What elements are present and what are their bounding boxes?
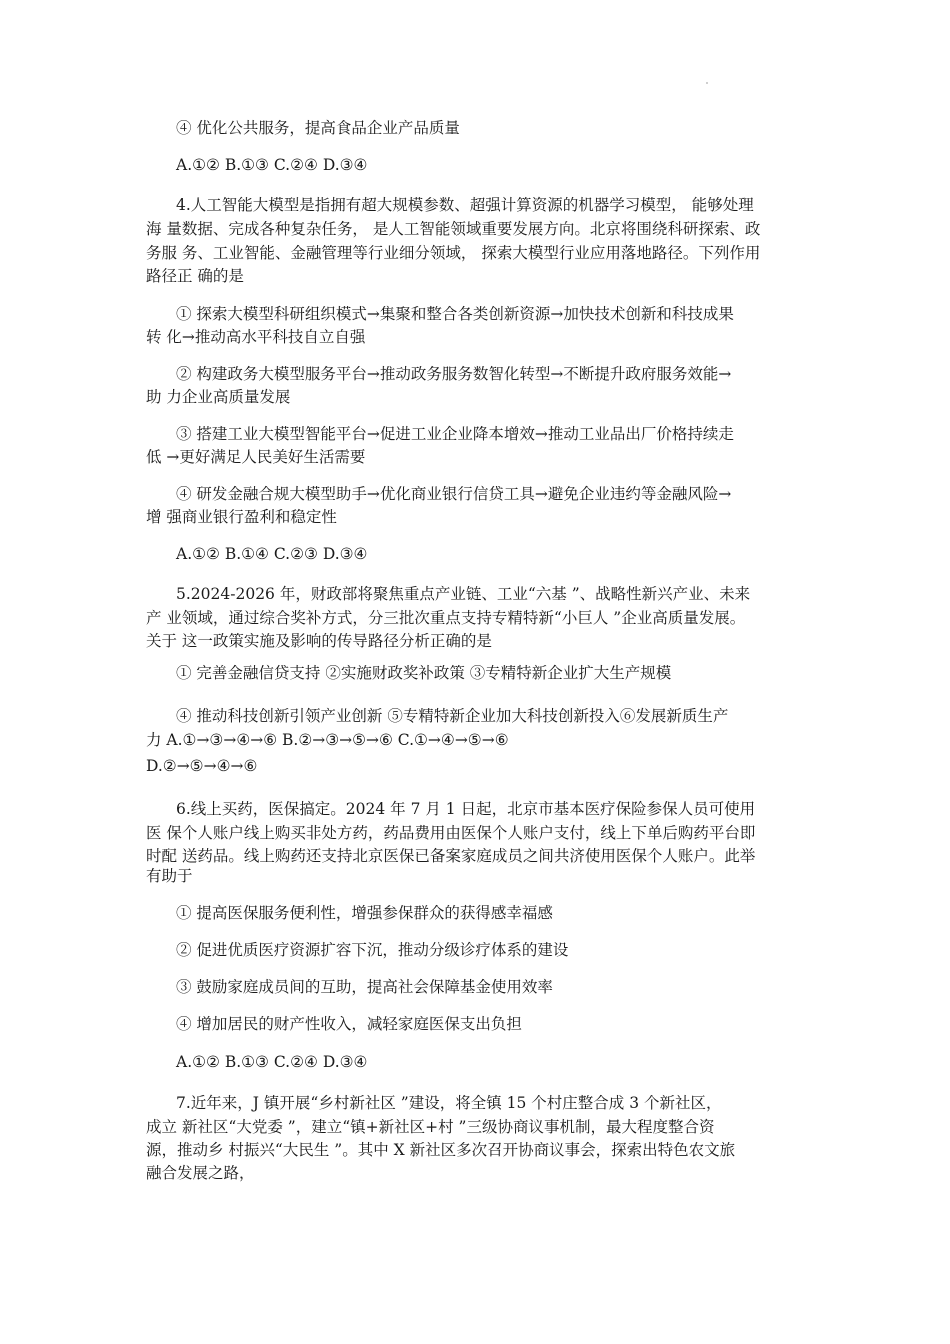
q6-answers: A.①② B.①③ C.②④ D.③④ xyxy=(176,1053,368,1071)
q6-stem-line: 有助于 xyxy=(146,867,193,885)
q5-stem-line: 关于 这一政策实施及影响的传导路径分析正确的是 xyxy=(146,632,492,650)
q7-stem-line: 成立 新社区“大党委 ”，建立“镇+新社区+村 ”三级协商议事机制，最大程度整合资 xyxy=(146,1118,715,1136)
scan-speck xyxy=(706,82,708,84)
q7-stem-line: 7.近年来，J 镇开展“乡村新社区 ”建设，将全镇 15 个村庄整合成 3 个新社区， xyxy=(176,1094,722,1112)
q4-stem-line: 务服 务、工业智能、金融管理等行业细分领域， 探索大模型行业应用落地路径。下列作用 xyxy=(146,244,761,262)
q6-option-3: ③ 鼓励家庭成员间的互助，提高社会保障基金使用效率 xyxy=(176,978,553,996)
q4-answers: A.①② B.①④ C.②③ D.③④ xyxy=(176,545,368,563)
q4-option-4-cont: 增 强商业银行盈利和稳定性 xyxy=(146,508,337,526)
q5-options-line: 力 A.①→③→④→⑥ B.②→③→⑤→⑥ C.①→④→⑤→⑥ xyxy=(146,731,509,749)
q5-options-line: D.②→⑤→④→⑥ xyxy=(146,757,258,775)
q6-option-1: ① 提高医保服务便利性，增强参保群众的获得感幸福感 xyxy=(176,904,553,922)
q4-option-1-cont: 转 化→推动高水平科技自立自强 xyxy=(146,328,366,346)
q4-option-3-cont: 低 →更好满足人民美好生活需要 xyxy=(146,448,366,466)
q4-option-2: ② 构建政务大模型服务平台→推动政务服务数智化转型→不断提升政府服务效能→ xyxy=(176,365,732,383)
q5-options-line: ④ 推动科技创新引领产业创新 ⑤专精特新企业加大科技创新投入⑥发展新质生产 xyxy=(176,707,729,725)
q6-stem-line: 6.线上买药，医保搞定。2024 年 7 月 1 日起，北京市基本医疗保险参保人员可使用 xyxy=(176,800,756,818)
q6-option-2: ② 促进优质医疗资源扩容下沉，推动分级诊疗体系的建设 xyxy=(176,941,569,959)
q6-option-4: ④ 增加居民的财产性收入，减轻家庭医保支出负担 xyxy=(176,1015,522,1033)
q7-stem-line: 融合发展之路， xyxy=(146,1164,255,1182)
q3-answers: A.①② B.①③ C.②④ D.③④ xyxy=(176,156,368,174)
q4-stem-line: 4.人工智能大模型是指拥有超大规模参数、超强计算资源的机器学习模型， 能够处理 xyxy=(176,196,754,214)
q5-stem-line: 5.2024-2026 年，财政部将聚焦重点产业链、工业“六基 ”、战略性新兴产业、未来 xyxy=(176,585,751,603)
q6-stem-line: 医 保个人账户线上购买非处方药，药品费用由医保个人账户支付，线上下单后购药平台即 xyxy=(146,824,756,842)
q4-stem-line: 路径正 确的是 xyxy=(146,267,244,285)
q3-option-4: ④ 优化公共服务，提高食品企业产品质量 xyxy=(176,119,460,137)
q4-option-2-cont: 助 力企业高质量发展 xyxy=(146,388,291,406)
q4-option-3: ③ 搭建工业大模型智能平台→促进工业企业降本增效→推动工业品出厂价格持续走 xyxy=(176,425,734,443)
q4-stem-line: 海 量数据、完成各种复杂任务， 是人工智能领域重要发展方向。北京将围绕科研探索、政 xyxy=(146,220,761,238)
q7-stem-line: 源，推动乡 村振兴“大民生 ”。其中 X 新社区多次召开协商议事会，探索出特色农文旅 xyxy=(146,1141,736,1159)
q5-options-line: ① 完善金融信贷支持 ②实施财政奖补政策 ③专精特新企业扩大生产规模 xyxy=(176,664,672,682)
q4-option-1: ① 探索大模型科研组织模式→集聚和整合各类创新资源→加快技术创新和科技成果 xyxy=(176,305,734,323)
q5-stem-line: 产 业领域，通过综合奖补方式，分三批次重点支持专精特新“小巨人 ”企业高质量发展。 xyxy=(146,609,746,627)
q4-option-4: ④ 研发金融合规大模型助手→优化商业银行信贷工具→避免企业违约等金融风险→ xyxy=(176,485,732,503)
q6-stem-line: 时配 送药品。线上购药还支持北京医保已备案家庭成员之间共济使用医保个人账户。此举 xyxy=(146,847,756,865)
